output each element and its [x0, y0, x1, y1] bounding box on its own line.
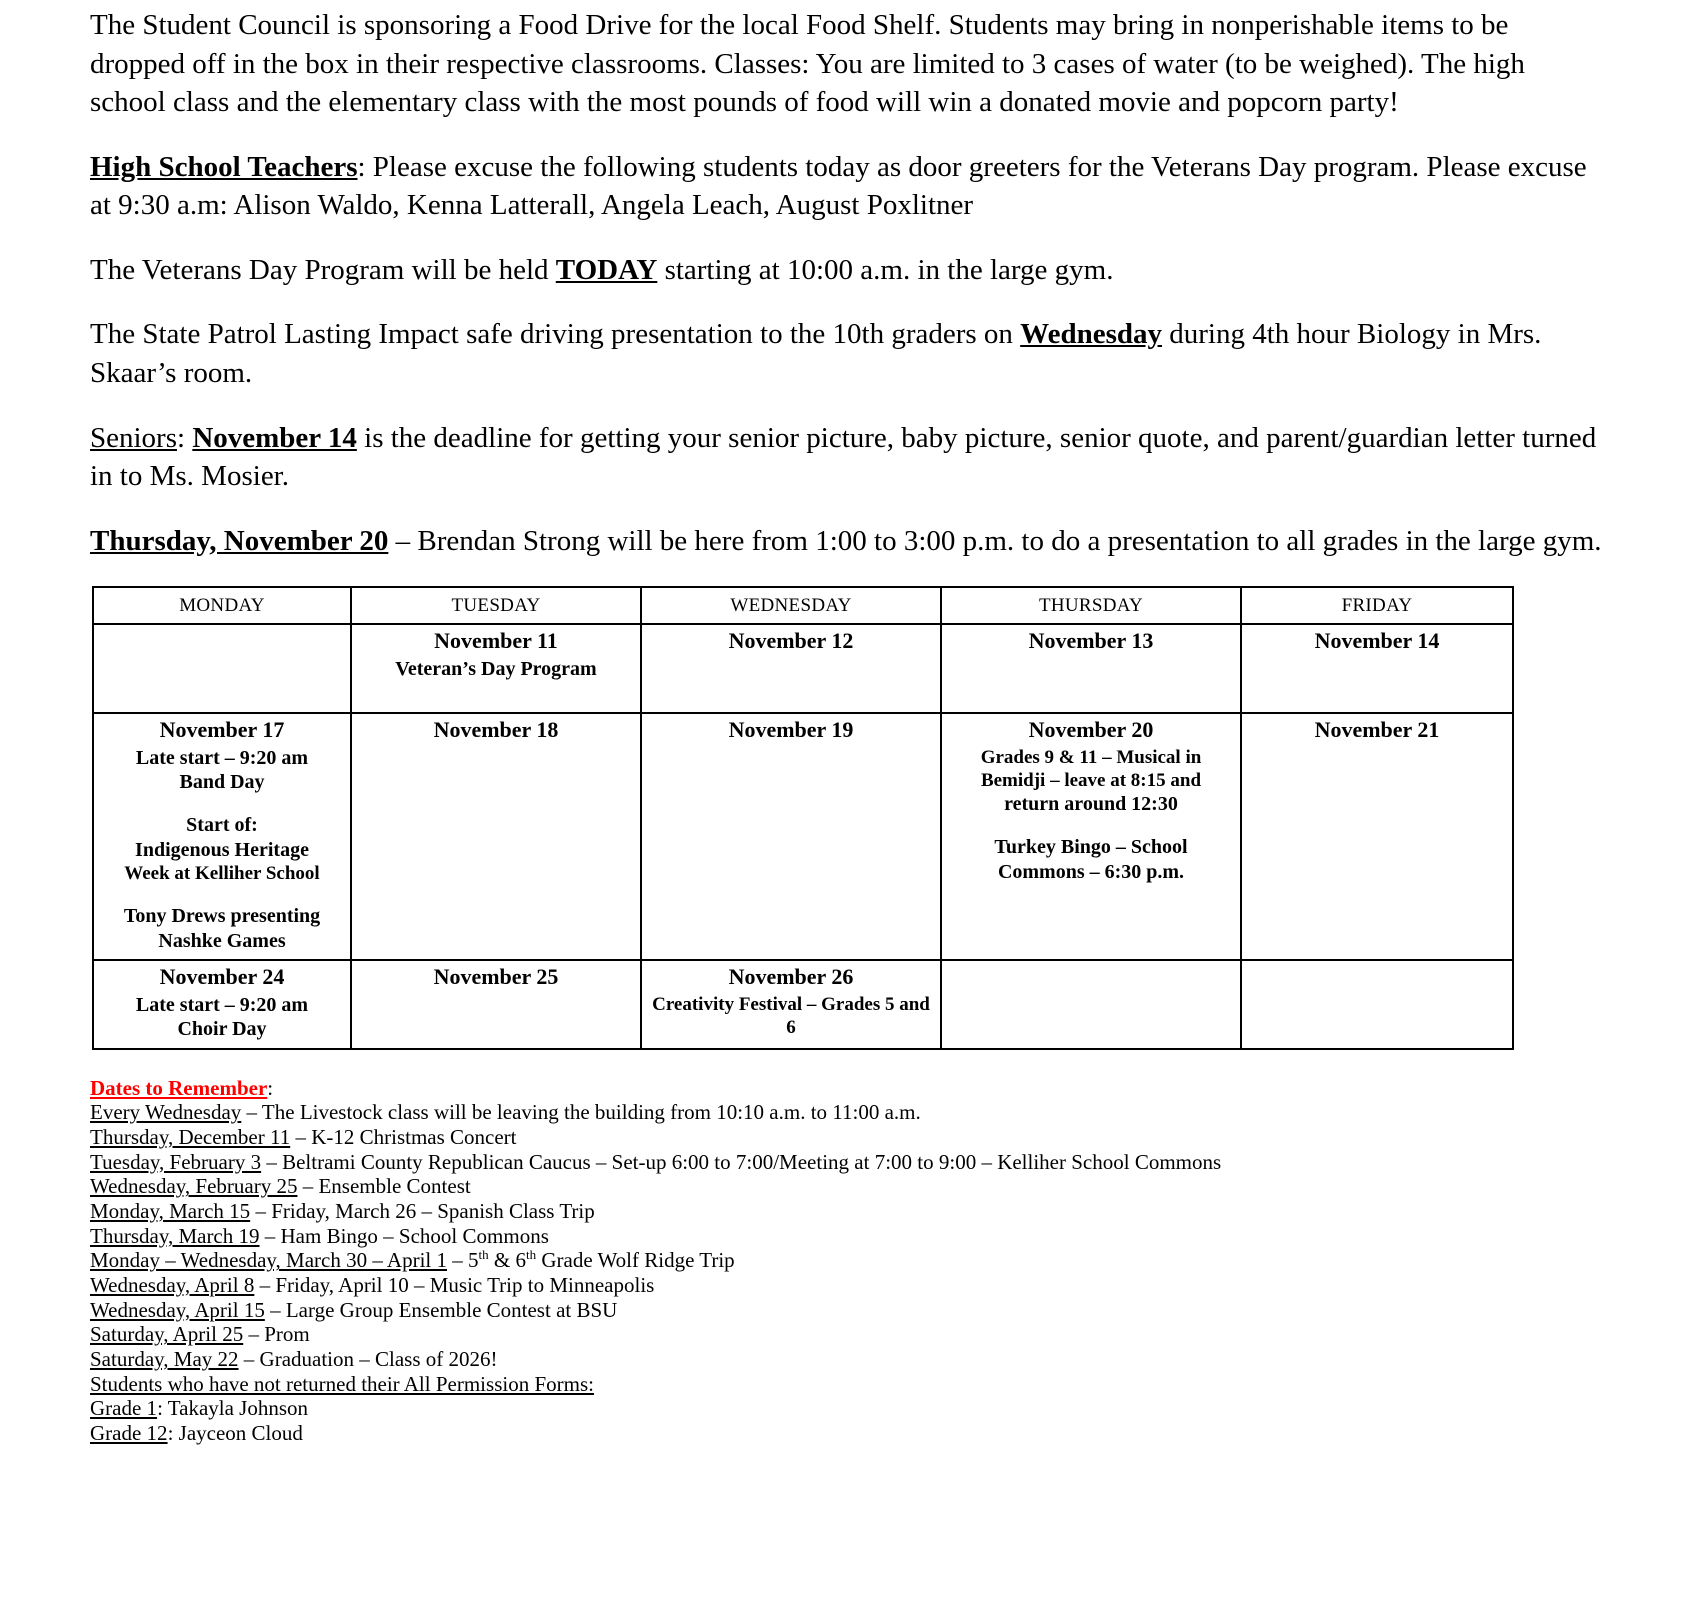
calendar-header-tuesday: TUESDAY [351, 587, 641, 624]
paragraph-seniors-segment-2: November 14 [192, 421, 357, 454]
paragraph-high-school-teachers-segment-1: : Please excuse the following students today as door greeters for the Veterans Day program. Please excuse at 9:30 a.m: Alison Waldo, Kenna Latterall, Angela Leach, August Poxlitner [90, 150, 1587, 222]
date-to-remember-item [90, 1396, 1607, 1421]
calendar-cell-november-19 [641, 713, 941, 960]
calendar-cell-date: November 12 [728, 628, 854, 654]
calendar-cell-november-14 [1241, 624, 1513, 713]
paragraph-state-patrol-segment-1: Wednesday [1020, 318, 1162, 351]
date-to-remember-item [90, 1150, 1607, 1175]
paragraph-veterans-day-program-segment-0: The Veterans Day Program will be held [90, 253, 556, 286]
date-to-remember-item [90, 1347, 1607, 1372]
date-item-lead: Every Wednesday [90, 1100, 242, 1125]
date-item-lead: Saturday, April 25 [90, 1322, 244, 1347]
date-item-rest: – Ham Bingo – School Commons [259, 1223, 549, 1248]
date-item-rest: – Friday, April 10 – Music Trip to Minneapolis [254, 1273, 655, 1298]
date-to-remember-item [90, 1298, 1607, 1323]
calendar-section [90, 586, 1607, 1050]
calendar-week-row [93, 960, 1513, 1049]
calendar-cell-date: November 21 [1314, 716, 1440, 742]
calendar-header-row [93, 587, 1513, 624]
calendar-cell-line: Creativity Festival – Grades 5 and 6 [652, 993, 930, 1039]
paragraph-food-drive-segment-0: The Student Council is sponsoring a Food Drive for the local Food Shelf. Students may bring in nonperishable items to be dropped off in the box in their respective classrooms. Classes: You are limited to 3 cases of water (to be weighed). The high school class and the elementary class with the most pounds of food will win a donated movie and popcorn party! [90, 9, 1525, 119]
paragraph-seniors [90, 419, 1607, 496]
date-to-remember-item [90, 1224, 1607, 1249]
calendar-cell-line: Veteran’s Day Program [395, 658, 597, 681]
calendar-cell-line: Fall Break [176, 682, 268, 705]
calendar-cell-november-12 [641, 624, 941, 713]
calendar-cell-line: return around 12:30 [1004, 792, 1178, 815]
calendar-cell-line: Commons – 6:30 p.m. [997, 860, 1185, 883]
calendar-cell-line: Choir Day [177, 1018, 267, 1041]
calendar-cell-date: November 27 [1028, 964, 1154, 990]
date-item-rest: – Friday, March 26 – Spanish Class Trip [250, 1199, 595, 1224]
calendar-cell-date: November 20 [1028, 716, 1154, 742]
date-item-lead: Thursday, December 11 [90, 1125, 291, 1150]
date-to-remember-item [90, 1100, 1607, 1125]
calendar-cell-date: November 19 [728, 716, 854, 742]
date-item-lead: Thursday, March 19 [90, 1223, 260, 1248]
paragraph-veterans-day-program-segment-2: starting at 10:00 a.m. in the large gym. [657, 253, 1114, 286]
calendar-cell-line: Bemidji – leave at 8:15 and [980, 769, 1202, 791]
paragraph-brendan-strong-segment-0: Thursday, November 20 [90, 524, 389, 557]
calendar-cell-november-27 [941, 960, 1241, 1049]
dates-to-remember-list [90, 1100, 1607, 1445]
calendar-cell-date: November 26 [728, 964, 854, 990]
calendar-cell-line: Tony Drews presenting [123, 905, 321, 928]
date-item-lead: Grade 1 [90, 1396, 158, 1421]
date-to-remember-item [90, 1125, 1607, 1150]
calendar-cell-line: Vacation [1339, 1018, 1415, 1041]
weekly-calendar-table [92, 586, 1514, 1050]
calendar-cell-line: Week at Kelliher School [124, 863, 320, 885]
calendar-cell-line: Turkey Bingo – School [994, 836, 1188, 859]
calendar-cell-november-20 [941, 713, 1241, 960]
calendar-cell-line: Late start – 9:20 am [135, 746, 309, 769]
calendar-cell-date: November 13 [1028, 628, 1154, 654]
calendar-cell-november-28 [1241, 960, 1513, 1049]
calendar-header-monday: MONDAY [93, 587, 351, 624]
calendar-cell-date: November 28 [1314, 964, 1440, 990]
date-item-lead: Monday, March 15 [90, 1199, 251, 1224]
calendar-cell-line: Late start – 9:20 am [135, 993, 309, 1016]
paragraph-high-school-teachers-segment-0: High School Teachers [90, 150, 358, 183]
ordinal-sup: th [525, 1247, 537, 1263]
calendar-header-thursday: THURSDAY [941, 587, 1241, 624]
calendar-cell-date: November 25 [433, 964, 559, 990]
date-item-rest: – The Livestock class will be leaving the building from 10:10 a.m. to 11:00 a.m. [241, 1100, 921, 1125]
date-item-lead: Wednesday, February 25 [90, 1174, 298, 1199]
calendar-cell-november-11 [351, 624, 641, 713]
date-item-lead: Wednesday, April 8 [90, 1273, 255, 1298]
paragraph-brendan-strong [90, 522, 1607, 561]
paragraph-high-school-teachers [90, 148, 1607, 225]
calendar-cell-date: November 17 [159, 716, 285, 742]
date-item-lead: Saturday, May 22 [90, 1347, 239, 1372]
calendar-cell-date: November 10 [159, 628, 285, 654]
dates-to-remember-section [90, 1076, 1607, 1446]
calendar-cell-line: Thanksgiving [1318, 993, 1436, 1016]
date-item-rest: – Large Group Ensemble Contest at BSU [264, 1297, 618, 1322]
calendar-header [93, 587, 1513, 624]
calendar-cell-line: Indigenous Heritage [135, 838, 309, 861]
date-item-rest: – Prom [243, 1322, 310, 1347]
date-to-remember-item [90, 1273, 1607, 1298]
calendar-cell-november-25 [351, 960, 641, 1049]
paragraph-state-patrol-segment-2: during 4th hour Biology in Mrs. Skaar’s room. [90, 318, 1542, 389]
date-to-remember-item [90, 1248, 1607, 1273]
date-item-rest: : Jayceon Cloud [167, 1421, 303, 1446]
date-item-lead: Students who have not returned their All Permission Forms: [90, 1371, 594, 1396]
calendar-cell-date: November 18 [433, 716, 559, 742]
calendar-body [93, 624, 1513, 1049]
date-to-remember-item [90, 1199, 1607, 1224]
calendar-cell-spacer [98, 794, 346, 813]
date-item-lead: Grade 12 [90, 1421, 168, 1446]
calendar-cell-line: Band Day [179, 771, 265, 794]
date-to-remember-item [90, 1421, 1607, 1446]
paragraph-seniors-segment-1: : [177, 421, 193, 454]
calendar-cell-november-18 [351, 713, 641, 960]
paragraph-seniors-segment-0: Seniors [90, 421, 177, 454]
paragraph-seniors-segment-3: is the deadline for getting your senior picture, baby picture, senior quote, and parent/guardian letter turned in to Ms. Mosier. [90, 421, 1597, 493]
date-to-remember-item [90, 1322, 1607, 1347]
date-item-rest: : Takayla Johnson [157, 1396, 309, 1421]
calendar-cell-line: No School [178, 658, 266, 681]
calendar-cell-november-13 [941, 624, 1241, 713]
date-item-lead: Monday – Wednesday, March 30 – April 1 [90, 1248, 447, 1273]
date-item-rest: – Beltrami County Republican Caucus – Set-up 6:00 to 7:00/Meeting at 7:00 to 9:00 – Kelliher School Commons [261, 1149, 1222, 1174]
dates-to-remember-title [90, 1076, 267, 1100]
calendar-cell-date: November 14 [1314, 628, 1440, 654]
date-item-rest: – Graduation – Class of 2026! [238, 1347, 498, 1372]
calendar-cell-line: Start of: [186, 814, 258, 837]
calendar-cell-line: Grades 9 & 11 – Musical in [980, 746, 1202, 768]
calendar-cell-line: Vacation [1053, 1018, 1129, 1041]
calendar-header-wednesday: WEDNESDAY [641, 587, 941, 624]
calendar-cell-november-17 [93, 713, 351, 960]
date-to-remember-item [90, 1174, 1607, 1199]
date-item-rest: – K-12 Christmas Concert [290, 1125, 517, 1150]
calendar-cell-november-21 [1241, 713, 1513, 960]
paragraph-brendan-strong-segment-1: – Brendan Strong will be here from 1:00 to 3:00 p.m. to do a presentation to all grades in the large gym. [388, 524, 1602, 557]
paragraph-state-patrol [90, 315, 1607, 392]
calendar-cell-spacer [98, 885, 346, 904]
calendar-cell-november-26 [641, 960, 941, 1049]
date-item-lead: Tuesday, February 3 [90, 1149, 262, 1174]
calendar-cell-date: November 11 [434, 628, 558, 654]
date-item-lead: Wednesday, April 15 [90, 1297, 265, 1322]
calendar-cell-november-10 [93, 624, 351, 713]
calendar-week-row [93, 713, 1513, 960]
paragraph-veterans-day-program [90, 251, 1607, 290]
paragraph-state-patrol-segment-0: The State Patrol Lasting Impact safe driving presentation to the 10th graders on [90, 318, 1021, 351]
announcements-section [90, 6, 1607, 560]
date-to-remember-item [90, 1372, 1607, 1397]
calendar-header-friday: FRIDAY [1241, 587, 1513, 624]
paragraph-veterans-day-program-segment-1: TODAY [555, 253, 658, 286]
ordinal-sup: th [478, 1247, 489, 1263]
calendar-cell-line: Nashke Games [158, 929, 286, 952]
calendar-cell-november-24 [93, 960, 351, 1049]
date-item-rest: – 5th & 6th Grade Wolf Ridge Trip [447, 1247, 735, 1273]
calendar-cell-spacer [946, 816, 1236, 835]
calendar-cell-date: November 24 [159, 964, 285, 990]
dates-to-remember-title-text: Dates to Remember [90, 1075, 268, 1100]
dates-to-remember-colon: : [267, 1075, 274, 1100]
paragraph-food-drive [90, 6, 1607, 122]
calendar-cell-line: Thanksgiving [1032, 993, 1150, 1016]
dates-to-remember-heading [90, 1076, 1607, 1101]
date-item-rest: – Ensemble Contest [297, 1174, 471, 1199]
calendar-week-row [93, 624, 1513, 713]
